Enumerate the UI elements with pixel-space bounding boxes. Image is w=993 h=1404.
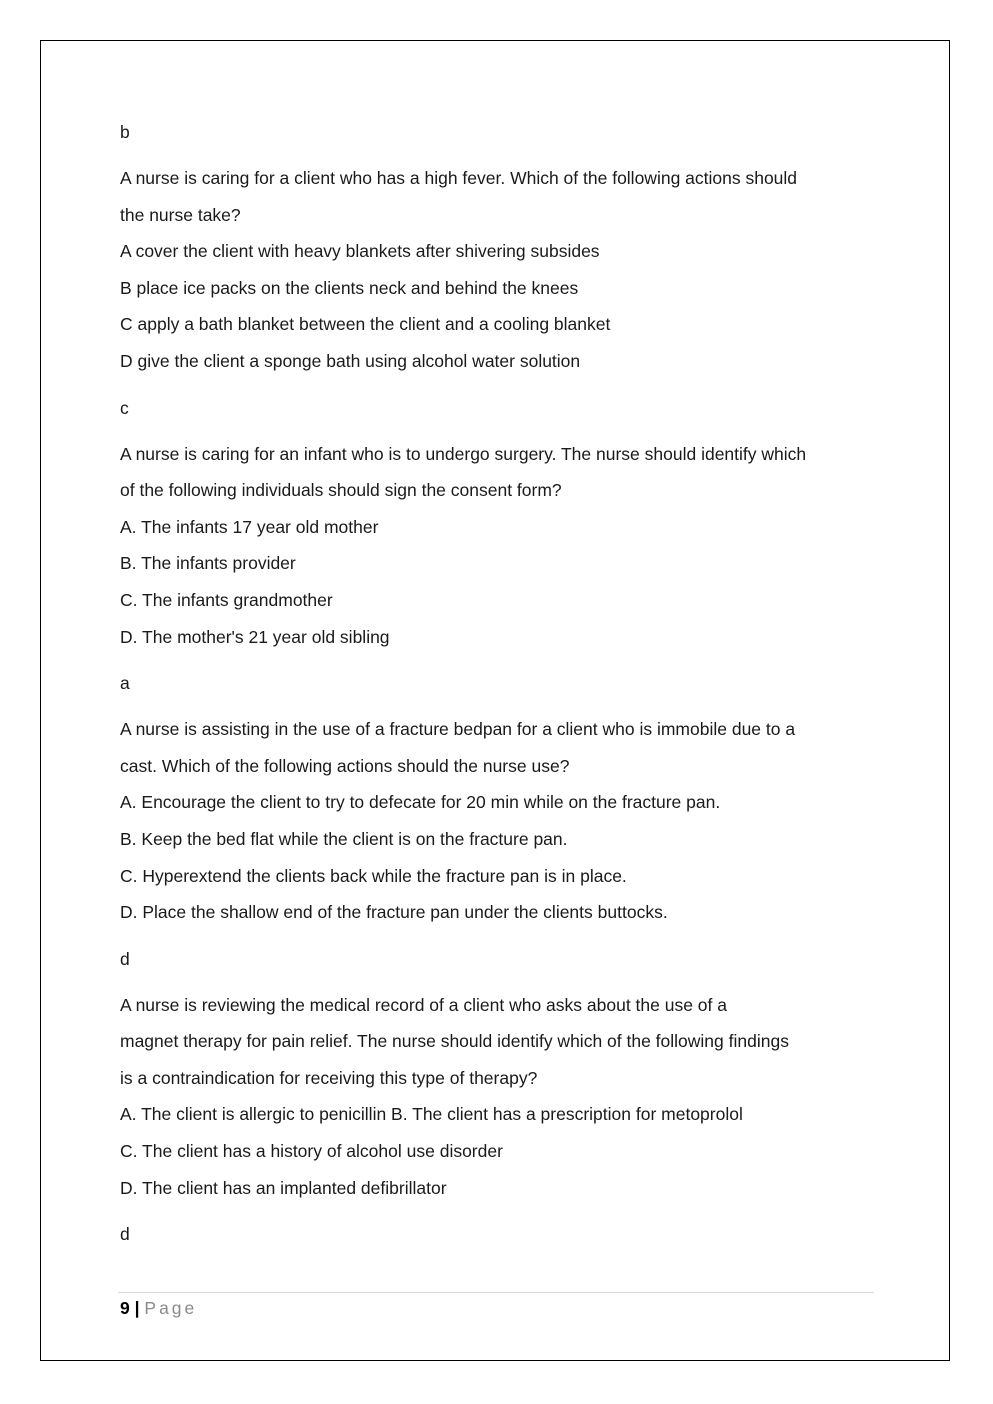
question-stem-line: magnet therapy for pain relief. The nurse should identify which of the following findings xyxy=(120,1031,789,1052)
answer-option: B place ice packs on the clients neck and behind the knees xyxy=(120,277,579,298)
answer-option: A. The client is allergic to penicillin B. The client has a prescription for metoprolol xyxy=(120,1104,743,1125)
answer-key: d xyxy=(120,1224,130,1245)
answer-option: A. Encourage the client to try to defecate for 20 min while on the fracture pan. xyxy=(120,792,721,813)
answer-option: C apply a bath blanket between the client and a cooling blanket xyxy=(120,314,611,335)
question-block xyxy=(120,436,875,656)
answer-key: b xyxy=(120,122,130,142)
footer-separator: | xyxy=(134,1298,140,1318)
answer-key: d xyxy=(120,948,130,969)
question-block xyxy=(120,711,875,931)
question-stem-line: cast. Which of the following actions should the nurse use? xyxy=(120,755,570,776)
question-stem-line: of the following individuals should sign the consent form? xyxy=(120,480,562,501)
answer-option: A cover the client with heavy blankets after shivering subsides xyxy=(120,241,600,262)
answer-option: D. Place the shallow end of the fracture pan under the clients buttocks. xyxy=(120,902,668,923)
page-number: 9 xyxy=(120,1298,130,1318)
answer-option: B. The infants provider xyxy=(120,553,296,574)
question-block xyxy=(120,987,875,1207)
page-label: Page xyxy=(144,1298,198,1318)
document-body xyxy=(120,118,875,1262)
answer-option: B. Keep the bed flat while the client is on the fracture pan. xyxy=(120,828,568,849)
question-stem-line: A nurse is caring for a client who has a high fever. Which of the following actions should xyxy=(120,168,798,188)
question-stem-line: the nurse take? xyxy=(120,204,241,225)
answer-option: C. Hyperextend the clients back while the fracture pan is in place. xyxy=(120,865,627,886)
footer-divider xyxy=(118,1292,874,1293)
page-footer xyxy=(120,1296,197,1320)
answer-option: C. The infants grandmother xyxy=(120,589,333,610)
answer-option: A. The infants 17 year old mother xyxy=(120,516,379,537)
question-stem-line: A nurse is reviewing the medical record of a client who asks about the use of a xyxy=(120,994,727,1015)
answer-option: C. The client has a history of alcohol use disorder xyxy=(120,1141,503,1162)
question-stem-line: A nurse is assisting in the use of a fracture bedpan for a client who is immobile due to a xyxy=(120,719,796,740)
question-stem-line: A nurse is caring for an infant who is to undergo surgery. The nurse should identify which xyxy=(120,443,807,464)
answer-key: c xyxy=(120,397,129,418)
answer-option: D. The mother's 21 year old sibling xyxy=(120,626,390,647)
answer-option: D. The client has an implanted defibrillator xyxy=(120,1177,447,1198)
question-stem-line: is a contraindication for receiving this type of therapy? xyxy=(120,1067,538,1088)
answer-option: D give the client a sponge bath using alcohol water solution xyxy=(120,350,581,371)
question-block xyxy=(120,160,875,380)
answer-key: a xyxy=(120,673,130,694)
